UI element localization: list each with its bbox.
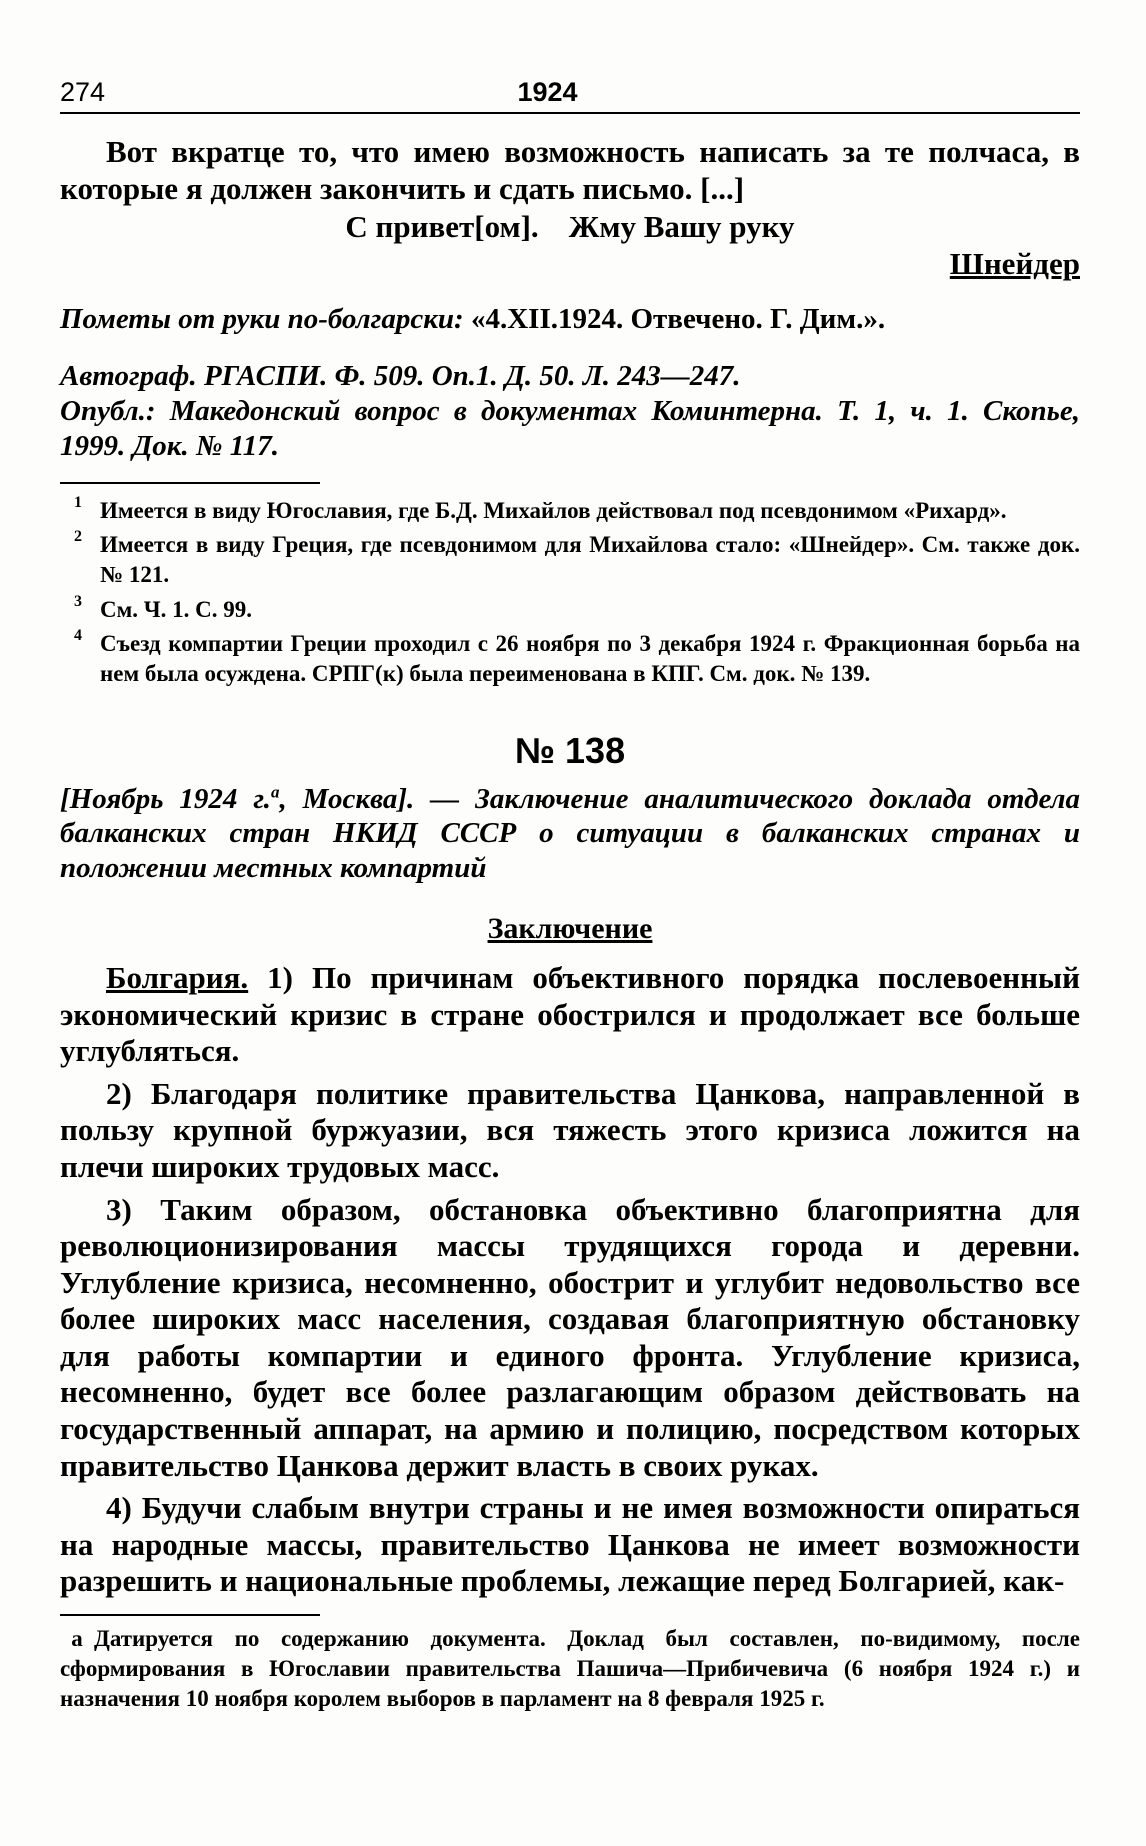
footnote-a — [60, 1624, 1080, 1714]
footnote-a-mark: а — [71, 1625, 83, 1651]
footnote — [60, 493, 1080, 526]
paragraph-1-text: 1) По причинам объективного порядка послевоенный экономический кризис в стране обострился и продолжает все больше углубляться. — [60, 960, 1080, 1069]
document-title — [60, 782, 1080, 886]
title-rest: , Москва]. — Заключение аналитического доклада отдела балканских стран НКИД СССР о ситуации в балканских странах и положении местных компартий — [60, 782, 1080, 885]
footnote — [60, 592, 1080, 625]
footnote-text: Съезд компартии Греции проходил с 26 ноября по 3 декабря 1924 г. Фракционная борьба на нем была осуждена. СРПГ(к) была переименована в КПГ. См. док. № 139. — [100, 630, 1080, 687]
marks-text: «4.XII.1924. Отвечено. Г. Дим.». — [470, 303, 886, 336]
running-head-year: 1924 — [517, 77, 578, 107]
footnote-divider — [60, 482, 320, 484]
letter-closing-paragraph: Вот вкратце то, что имею возможность написать за те полчаса, в которые я должен закончить и сдать письмо. [...] — [60, 134, 1080, 206]
footnote-mark: 4 — [74, 626, 82, 644]
footnote-text: Имеется в виду Югославия, где Б.Д. Михайлов действовал под псевдонимом «Рихард». — [100, 497, 1007, 523]
archival-notes — [60, 302, 1080, 463]
footnote-text: См. Ч. 1. С. 99. — [100, 596, 253, 622]
letter-greeting: С привет[ом]. — [345, 209, 539, 245]
footnote-text: Имеется в виду Греция, где псевдонимом для Михайлова стало: «Шнейдер». См. также док. № 121. — [100, 531, 1080, 588]
published-note: Опубл.: Македонский вопрос в документах Коминтерна. Т. 1, ч. 1. Скопье, 1999. Док. № 117. — [60, 394, 1080, 462]
title-date: [Ноябрь 1924 г. — [60, 782, 271, 815]
footnote-mark: 2 — [74, 527, 82, 545]
section-heading: Заключение — [487, 912, 653, 946]
paragraph-3: 3) Таким образом, обстановка объективно благоприятна для революционизирования массы трудящихся города и деревни. Углубление кризиса, несомненно, обострит и углубит недовольство все более широких масс населения, создавая благоприятную обстановку для работы компартии и единого фронта. Углубление кризиса, несомненно, будет все более разлагающим образом действовать на государственный аппарат, на армию и полицию, посредством которых правительство Цанкова держит власть в своих руках. — [60, 1191, 1080, 1483]
country-heading: Болгария. — [106, 960, 249, 996]
footnote — [60, 527, 1080, 591]
paragraph-1 — [60, 960, 1080, 1070]
footnote-mark: 3 — [74, 592, 82, 610]
letter-ending — [60, 134, 1080, 282]
document-body — [60, 960, 1080, 1600]
document-number: № 138 — [514, 729, 626, 771]
footnote — [60, 626, 1080, 690]
footnotes-list — [60, 493, 1080, 690]
footnote-mark: 1 — [74, 493, 82, 511]
letter-handshake: Жму Вашу руку — [568, 209, 795, 245]
page-content — [60, 68, 1080, 1714]
footnote-a-text: Датируется по содержанию документа. Доклад был составлен, по-видимому, после сформирования в Югославии правительства Пашича—Прибичевича (6 ноября 1924 г.) и назначения 10 ноября королем выборов в парламент на 8 февраля 1925 г. — [60, 1625, 1080, 1711]
autograph-note: Автограф. РГАСПИ. Ф. 509. Оп.1. Д. 50. Л. 243—247. — [60, 360, 741, 393]
letter-signature: Шнейдер — [949, 245, 1080, 281]
letter-greeting-line — [60, 209, 1080, 246]
paragraph-2: 2) Благодаря политике правительства Цанкова, направленной в пользу крупной буржуазии, вся тяжесть этого кризиса ложится на плечи широких трудовых масс. — [60, 1075, 1080, 1184]
page-number: 274 — [60, 77, 106, 107]
handwritten-marks-note — [60, 302, 1080, 337]
title-footnote-mark: а — [270, 782, 280, 801]
running-head — [60, 68, 1080, 114]
marks-label: Пометы от руки по-болгарски: — [60, 303, 464, 336]
footnote-a-divider — [60, 1614, 320, 1616]
paragraph-4: 4) Будучи слабым внутри страны и не имея возможности опираться на народные массы, правительство Цанкова не имеет возможности разрешить и национальные проблемы, лежащие перед Болгарией, как- — [60, 1490, 1080, 1599]
